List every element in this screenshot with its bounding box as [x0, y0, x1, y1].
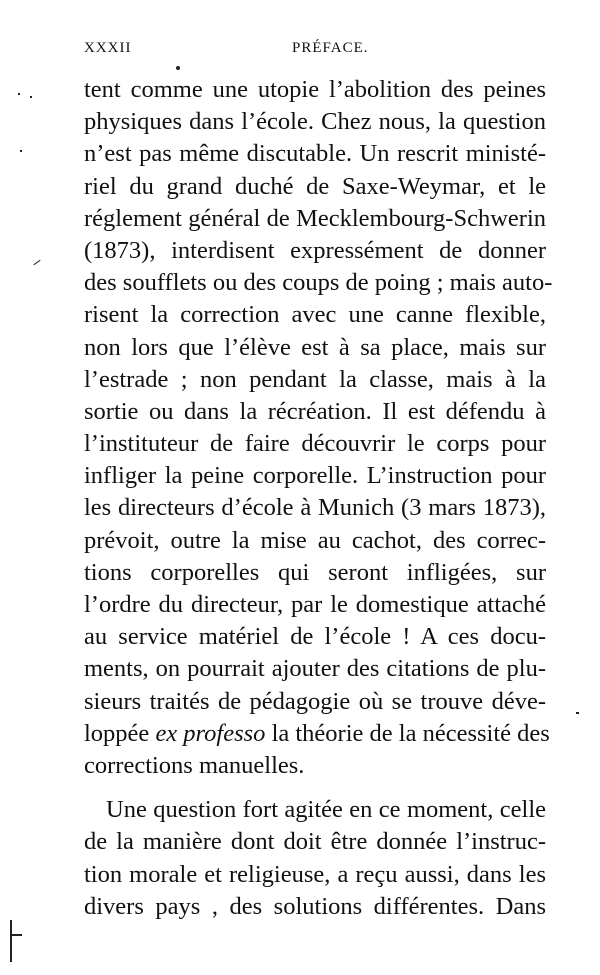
text-segment: loppée	[84, 719, 156, 747]
text-line: au service matériel de l’école ! A ces docu-	[84, 623, 546, 651]
text-line: non lors que l’élève est à sa place, mais sur	[84, 333, 546, 361]
text-line: (1873), interdisent expressément de donner	[84, 236, 546, 264]
margin-mark	[20, 150, 22, 152]
text-line-italic	[84, 718, 550, 750]
page-body	[84, 74, 553, 923]
text-line: ments, on pourrait ajouter des citations de plu-	[84, 655, 546, 683]
margin-mark	[18, 93, 20, 95]
text-line: tions corporelles qui seront infligées, sur	[84, 558, 546, 586]
text-line: sortie ou dans la récréation. Il est défendu à	[84, 397, 546, 425]
text-line: infliger la peine corporelle. L’instruction pour	[84, 462, 546, 490]
margin-mark	[30, 96, 32, 98]
text-line: divers pays , des solutions différentes. Dans	[84, 892, 546, 920]
text-line: l’ordre du directeur, par le domestique attaché	[84, 591, 546, 618]
text-line: prévoit, outre la mise au cachot, des correc-	[84, 526, 546, 554]
text-line: tion morale et religieuse, a reçu aussi, dans les	[84, 860, 546, 888]
running-header	[84, 40, 546, 62]
margin-mark	[12, 934, 22, 936]
text-line: des soufflets ou des coups de poing ; mais auto-	[84, 269, 553, 297]
paragraph-2	[84, 794, 546, 923]
running-title: PRÉFACE.	[292, 40, 369, 56]
italic-phrase: ex professo	[155, 719, 266, 747]
text-line: sieurs traités de pédagogie où se trouve déve-	[84, 687, 546, 715]
page-number: XXXII	[84, 40, 132, 56]
margin-mark	[176, 66, 180, 70]
text-line: tent comme une utopie l’abolition des peines	[84, 76, 546, 103]
margin-mark	[33, 260, 40, 265]
text-line: les directeurs d’école à Munich (3 mars 1873),	[84, 494, 546, 522]
text-line: l’estrade ; non pendant la classe, mais à la	[84, 365, 546, 393]
text-line: réglement général de Mecklembourg-Schwerin	[84, 204, 546, 232]
margin-mark	[10, 920, 12, 962]
text-line: n’est pas même discutable. Un rescrit ministé-	[84, 140, 546, 168]
text-line: risent la correction avec une canne flexible,	[84, 301, 546, 329]
paragraph-1	[84, 74, 553, 782]
text-line: riel du grand duché de Saxe-Weymar, et le	[84, 172, 546, 200]
text-segment: la théorie de la nécessité des	[265, 719, 550, 747]
text-line: de la manière dont doit être donnée l’instruc-	[84, 828, 546, 856]
margin-mark	[576, 712, 579, 714]
text-line: corrections manuelles.	[84, 751, 305, 779]
text-line: physiques dans l’école. Chez nous, la question	[84, 108, 546, 136]
text-line: l’instituteur de faire découvrir le corps pour	[84, 430, 546, 458]
text-line: Une question fort agitée en ce moment, celle	[106, 796, 546, 824]
